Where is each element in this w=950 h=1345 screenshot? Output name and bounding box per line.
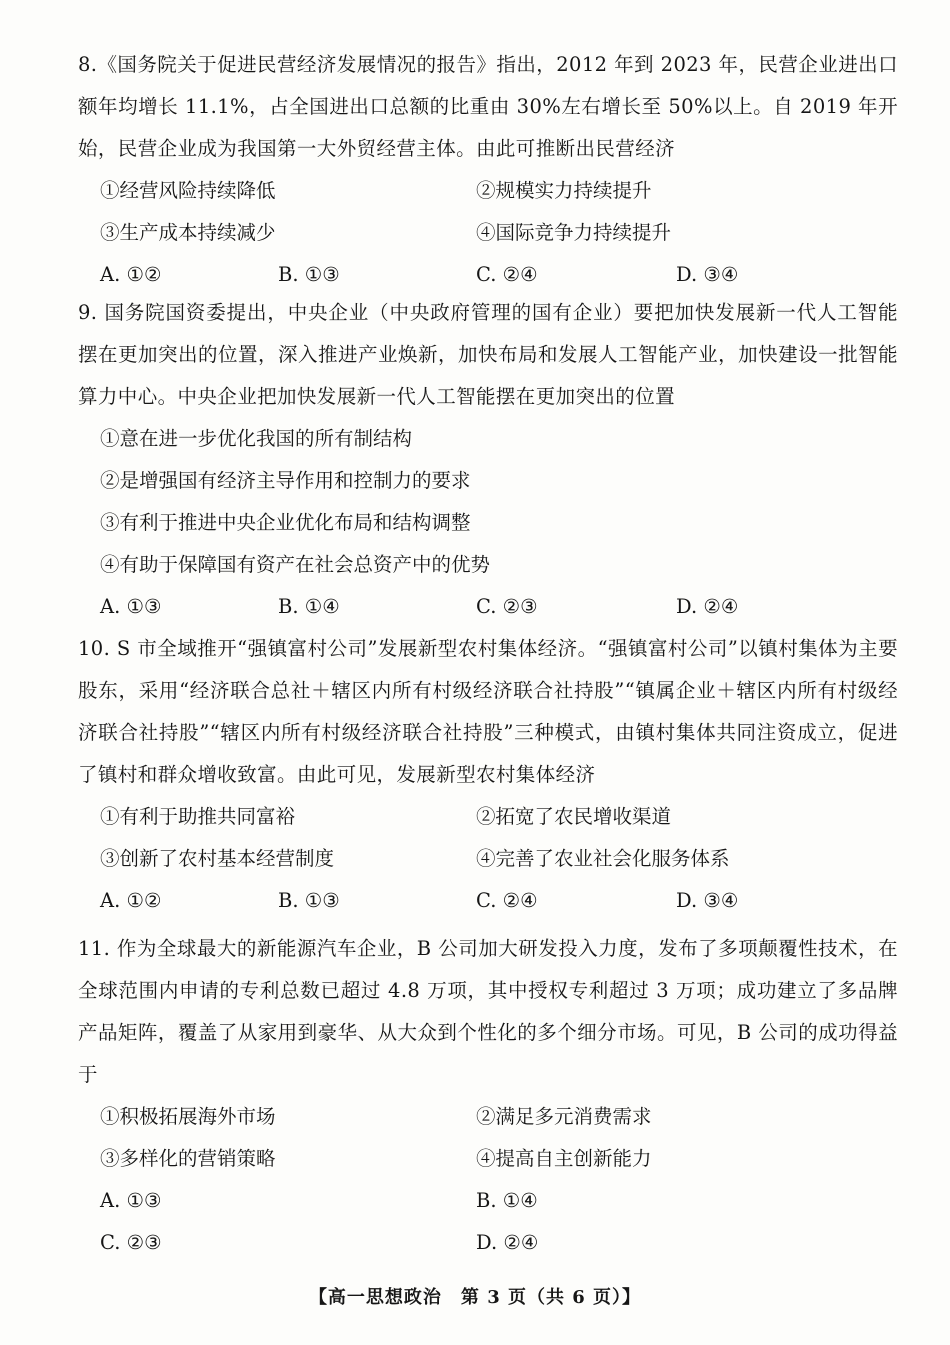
question-11-option-2: ②满足多元消费需求 [476, 1105, 652, 1128]
question-10-option-1: ①有利于助推共同富裕 [100, 805, 296, 828]
question-10 [78, 628, 898, 922]
question-8-answer-c[interactable]: C. ②④ [476, 263, 538, 286]
question-9-answer-a[interactable]: A. ①③ [100, 595, 162, 618]
question-8-answer-b[interactable]: B. ①③ [278, 263, 340, 286]
question-11-answer-b[interactable]: B. ①④ [476, 1189, 538, 1212]
question-10-stem: 10. S 市全域推开“强镇富村公司”发展新型农村集体经济。“强镇富村公司”以镇村集体为主要股东，采用“经济联合总社＋辖区内所有村级经济联合社持股”“镇属企业＋辖区内所有村级经济联合社持股”“辖区内所有村级经济联合社持股”三种模式，由镇村集体共同注资成立，促进了镇村和群众增收致富。由此可见，发展新型农村集体经济 [78, 637, 898, 786]
question-8-answer-d[interactable]: D. ③④ [676, 263, 739, 286]
question-11-answer-c[interactable]: C. ②③ [100, 1231, 162, 1254]
question-8-answers [78, 254, 898, 296]
question-11 [78, 928, 898, 1264]
question-9-answer-d[interactable]: D. ②④ [676, 595, 739, 618]
question-8-stem: 8.《国务院关于促进民营经济发展情况的报告》指出，2012 年到 2023 年，民营企业进出口额年均增长 11.1%，占全国进出口总额的比重由 30%左右增长至 50%以上。自 2019 年开始，民营企业成为我国第一大外贸经营主体。由此可推断出民营经济 [78, 53, 898, 160]
question-9-answer-c[interactable]: C. ②③ [476, 595, 538, 618]
question-11-options-row-2 [78, 1138, 898, 1180]
question-8-option-3: ③生产成本持续减少 [100, 221, 276, 244]
question-9-answer-b[interactable]: B. ①④ [278, 595, 340, 618]
question-10-options-row-1 [78, 796, 898, 838]
question-10-options-row-2 [78, 838, 898, 880]
question-10-option-3: ③创新了农村基本经营制度 [100, 847, 335, 870]
question-10-answer-a[interactable]: A. ①② [100, 889, 162, 912]
question-11-option-3: ③多样化的营销策略 [100, 1147, 276, 1170]
question-9-option-1: ①意在进一步优化我国的所有制结构 [100, 427, 413, 450]
question-8-answer-a[interactable]: A. ①② [100, 263, 162, 286]
question-10-option-2: ②拓宽了农民增收渠道 [476, 805, 672, 828]
question-11-answers-row-2 [78, 1222, 898, 1264]
question-8-options-row-2 [78, 212, 898, 254]
page-footer: 【高一思想政治 第 3 页（共 6 页）】 [308, 1287, 642, 1308]
question-11-answer-d[interactable]: D. ②④ [476, 1231, 539, 1254]
question-8-option-1: ①经营风险持续降低 [100, 179, 276, 202]
question-8-option-2: ②规模实力持续提升 [476, 179, 652, 202]
question-9-answers [78, 586, 898, 628]
question-9-option-3: ③有利于推进中央企业优化布局和结构调整 [100, 511, 471, 534]
question-9 [78, 292, 898, 628]
question-9-option-4: ④有助于保障国有资产在社会总资产中的优势 [100, 553, 491, 576]
question-8 [78, 44, 898, 296]
question-8-option-4: ④国际竞争力持续提升 [476, 221, 672, 244]
question-11-options-row-1 [78, 1096, 898, 1138]
question-9-option-2: ②是增强国有经济主导作用和控制力的要求 [100, 469, 471, 492]
question-10-option-4: ④完善了农业社会化服务体系 [476, 847, 730, 870]
question-11-option-4: ④提高自主创新能力 [476, 1147, 652, 1170]
question-11-option-1: ①积极拓展海外市场 [100, 1105, 276, 1128]
question-9-stem: 9. 国务院国资委提出，中央企业（中央政府管理的国有企业）要把加快发展新一代人工智能摆在更加突出的位置，深入推进产业焕新，加快布局和发展人工智能产业，加快建设一批智能算力中心。中央企业把加快发展新一代人工智能摆在更加突出的位置 [78, 301, 898, 408]
question-11-answer-a[interactable]: A. ①③ [100, 1189, 162, 1212]
question-11-stem: 11. 作为全球最大的新能源汽车企业，B 公司加大研发投入力度，发布了多项颠覆性技术，在全球范围内申请的专利总数已超过 4.8 万项，其中授权专利超过 3 万项；成功建立了多品牌产品矩阵，覆盖了从家用到豪华、从大众到个性化的多个细分市场。可见，B 公司的成功得益于 [78, 937, 898, 1086]
question-10-answers [78, 880, 898, 922]
question-10-answer-b[interactable]: B. ①③ [278, 889, 340, 912]
question-8-options-row-1 [78, 170, 898, 212]
question-10-answer-c[interactable]: C. ②④ [476, 889, 538, 912]
question-11-answers-row-1 [78, 1180, 898, 1222]
question-10-answer-d[interactable]: D. ③④ [676, 889, 739, 912]
